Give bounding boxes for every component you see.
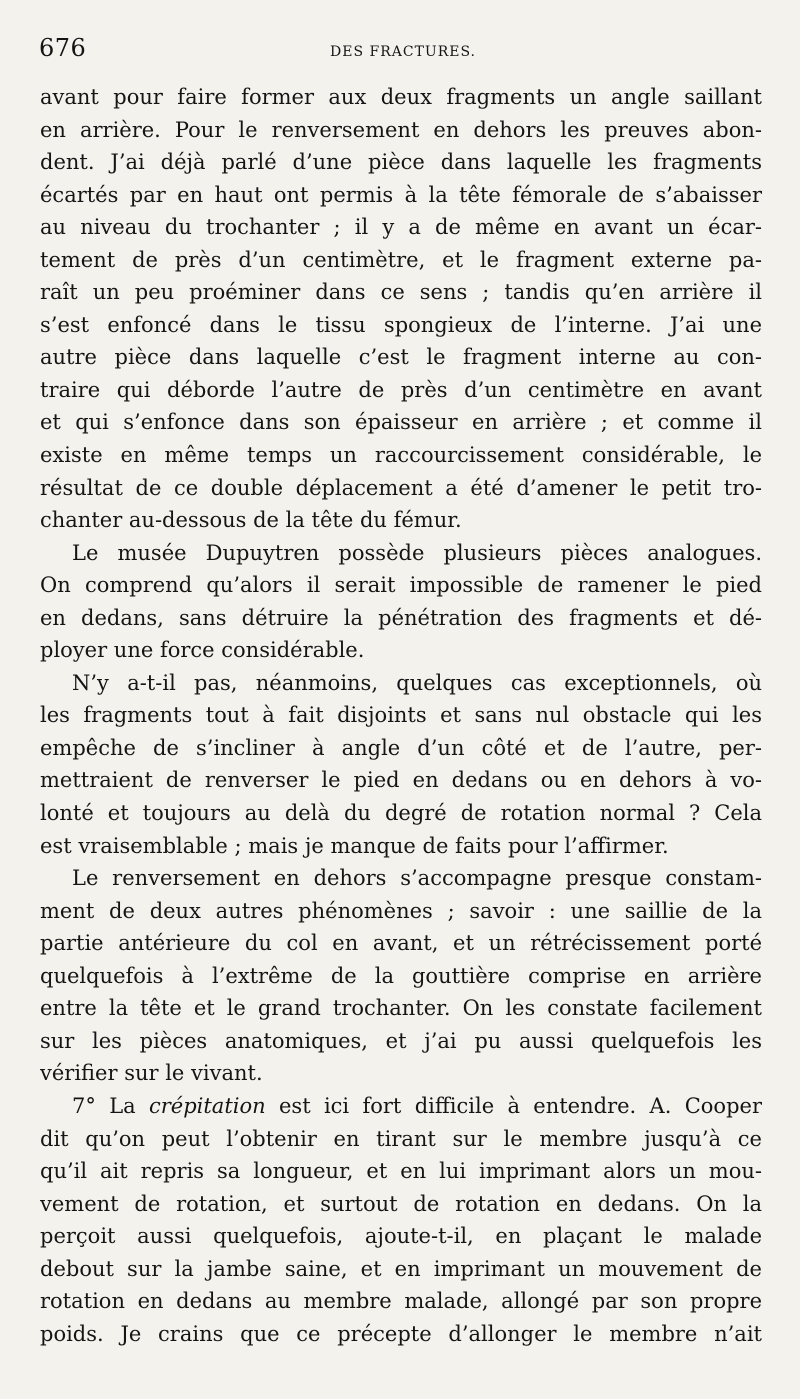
text-line: et qui s’enfonce dans son épaisseur en arrière ; et comme il bbox=[40, 410, 762, 435]
text-line: 7° La crépitation est ici fort difficile à entendre. A. Cooper bbox=[72, 1093, 762, 1118]
text-line: poids. Je crains que ce précepte d’allonger le membre n’ait bbox=[40, 1321, 762, 1346]
text-line: dit qu’on peut l’obtenir en tirant sur le membre jusqu’à ce bbox=[40, 1126, 762, 1151]
running-head: DES FRACTURES. bbox=[330, 44, 477, 60]
text-line: sur les pièces anatomiques, et j’ai pu aussi quelquefois les bbox=[40, 1028, 762, 1053]
text-line: tement de près d’un centimètre, et le fragment externe pa- bbox=[40, 247, 762, 272]
text-line: traire qui déborde l’autre de près d’un centimètre en avant bbox=[40, 377, 762, 402]
text-line: lonté et toujours au delà du degré de rotation normal ? Cela bbox=[40, 801, 762, 826]
text-line: vement de rotation, et surtout de rotation en dedans. On la bbox=[40, 1191, 762, 1216]
page-header bbox=[0, 28, 800, 72]
body-text bbox=[40, 81, 762, 1350]
text-line: dent. J’ai déjà parlé d’une pièce dans laquelle les fragments bbox=[40, 150, 762, 175]
text-line: perçoit aussi quelquefois, ajoute-t-il, en plaçant le malade bbox=[40, 1224, 762, 1249]
text-line: quelquefois à l’extrême de la gouttière comprise en arrière bbox=[40, 963, 762, 988]
text-line: debout sur la jambe saine, et en imprimant un mouvement de bbox=[40, 1256, 762, 1281]
text-line: rotation en dedans au membre malade, allongé par son propre bbox=[40, 1289, 762, 1314]
page-number: 676 bbox=[39, 34, 87, 62]
text-line: avant pour faire former aux deux fragments un angle saillant bbox=[40, 85, 762, 109]
text-line: autre pièce dans laquelle c’est le fragment interne au con- bbox=[40, 345, 762, 370]
text-line: au niveau du trochanter ; il y a de même en avant un écar- bbox=[40, 215, 762, 240]
text-line: qu’il ait repris sa longueur, et en lui imprimant alors un mou- bbox=[40, 1159, 762, 1184]
text-line: ployer une force considérable. bbox=[40, 638, 365, 663]
text-line: en dedans, sans détruire la pénétration des fragments et dé- bbox=[40, 605, 762, 630]
text-line: On comprend qu’alors il serait impossible de ramener le pied bbox=[40, 573, 762, 598]
text-line: partie antérieure du col en avant, et un rétrécissement porté bbox=[40, 931, 762, 956]
text-line: résultat de ce double déplacement a été d’amener le petit tro- bbox=[40, 475, 762, 500]
text-line: vérifier sur le vivant. bbox=[40, 1061, 263, 1086]
text-line: N’y a-t-il pas, néanmoins, quelques cas exceptionnels, où bbox=[72, 670, 762, 695]
text-line: empêche de s’incliner à angle d’un côté et de l’autre, per- bbox=[40, 735, 762, 760]
text-line: Le musée Dupuytren possède plusieurs pièces analogues. bbox=[72, 540, 762, 565]
text-line: existe en même temps un raccourcissement considérable, le bbox=[40, 443, 762, 468]
text-line: est vraisemblable ; mais je manque de faits pour l’affirmer. bbox=[40, 833, 669, 858]
text-line: ment de deux autres phénomènes ; savoir : une saillie de la bbox=[40, 898, 762, 923]
text-line: chanter au-dessous de la tête du fémur. bbox=[40, 508, 462, 533]
text-line: raît un peu proéminer dans ce sens ; tandis qu’en arrière il bbox=[40, 280, 762, 305]
text-line: s’est enfoncé dans le tissu spongieux de l’interne. J’ai une bbox=[40, 312, 762, 337]
text-line: entre la tête et le grand trochanter. On les constate facilement bbox=[40, 996, 762, 1021]
text-line: écartés par en haut ont permis à la tête fémorale de s’abaisser bbox=[40, 182, 762, 207]
text-line: Le renversement en dehors s’accompagne presque constam- bbox=[72, 866, 762, 891]
text-line: les fragments tout à fait disjoints et sans nul obstacle qui les bbox=[40, 703, 762, 728]
italic-term: crépitation bbox=[148, 1093, 266, 1118]
text-line: mettraient de renverser le pied en dedans ou en dehors à vo- bbox=[40, 768, 762, 793]
text-line: en arrière. Pour le renversement en dehors les preuves abon- bbox=[40, 117, 762, 142]
